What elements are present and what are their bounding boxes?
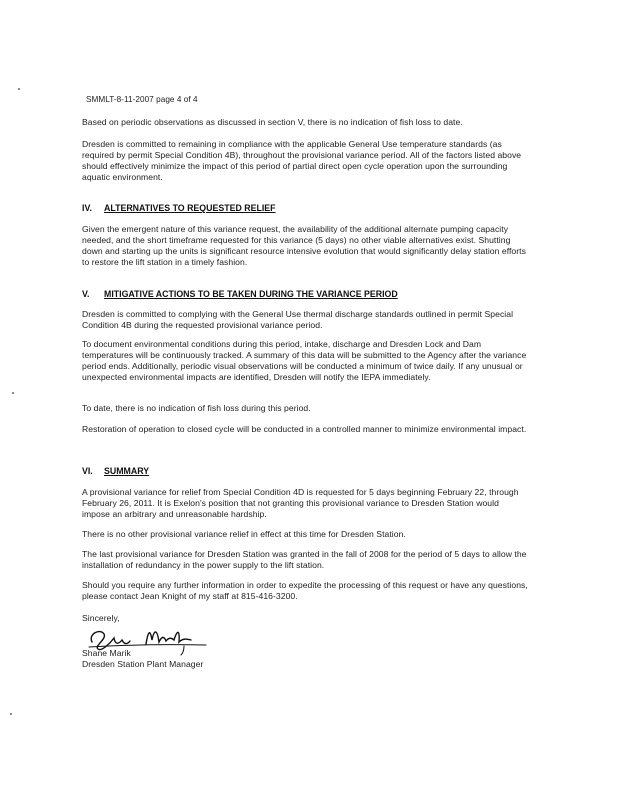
section-6-title: SUMMARY [104,466,150,476]
section-4-title: ALTERNATIVES TO REQUESTED RELIEF [104,203,276,213]
section-5-paragraph-1: Dresden is committed to complying with the General Use thermal discharge standards outlined in permit Special Condition 4B during the requested provisional variance period. [82,309,514,330]
closing-salutation: Sincerely, [82,613,120,623]
section-5-paragraph-3: To date, there is no indication of fish loss during this period. [82,403,311,413]
signer-name: Shane Marik [82,648,131,658]
section-6-number: VI. [82,466,93,476]
signer-role: Dresden Station Plant Manager [82,659,204,669]
section-6-paragraph-1: A provisional variance for relief from Special Condition 4D is requested for 5 days beginning February 22, through February 26, 2011. It is Exelon's position that not granting this provisional variance to Dresden Station would impose an arbitrary and unreasonable hardship. [82,487,519,519]
section-6-paragraph-4: Should you require any further information in order to expedite the processing of this request or have any questions, please contact Jean Knight of my staff at 815-416-3200. [82,580,528,601]
section-5-paragraph-4: Restoration of operation to closed cycle will be conducted in a controlled manner to minimize environmental impact. [82,424,527,434]
section-4-number: IV. [82,203,92,213]
intro-paragraph-1: Based on periodic observations as discussed in section V, there is no indication of fish loss to date. [82,117,463,127]
intro-paragraph-2: Dresden is committed to remaining in compliance with the applicable General Use temperature standards (as required by permit Special Condition 4B), throughout the provisional variance period. All of the factors listed above should effectively minimize the impact of this period of partial direct open cycle operation upon the surrounding aquatic environment. [82,139,522,182]
scan-speck [18,88,20,90]
section-5-heading [82,289,398,299]
page-header: SMMLT-8-11-2007 page 4 of 4 [86,95,198,104]
scan-speck [10,713,12,715]
section-5-number: V. [82,289,90,299]
section-5-paragraph-2: To document environmental conditions during this period, intake, discharge and Dresden Lock and Dam temperatures will be continuously tracked. A summary of this data will be submitted to the Agency after the variance period ends. Additionally, periodic visual observations will be conducted a minimum of twice daily. If any unusual or unexpected environmental impacts are identified, Dresden will notify the IEPA immediately. [82,339,527,382]
section-5-title: MITIGATIVE ACTIONS TO BE TAKEN DURING THE VARIANCE PERIOD [104,289,398,299]
scan-speck [12,392,14,394]
section-6-paragraph-3: The last provisional variance for Dresden Station was granted in the fall of 2008 for the period of 5 days to allow the installation of redundancy in the power supply to the lift station. [82,549,527,570]
section-6-heading [82,466,149,476]
section-6-paragraph-2: There is no other provisional variance relief in effect at this time for Dresden Station. [82,529,406,539]
section-4-heading [82,203,276,213]
section-4-paragraph-1: Given the emergent nature of this variance request, the availability of the additional alternate pumping capacity needed, and the short timeframe requested for this variance (5 days) no other viable alternatives exist. Shutting down and starting up the units is significant resource intensive evolution that would significantly delay station efforts to restore the lift station in a timely fashion. [82,224,526,267]
